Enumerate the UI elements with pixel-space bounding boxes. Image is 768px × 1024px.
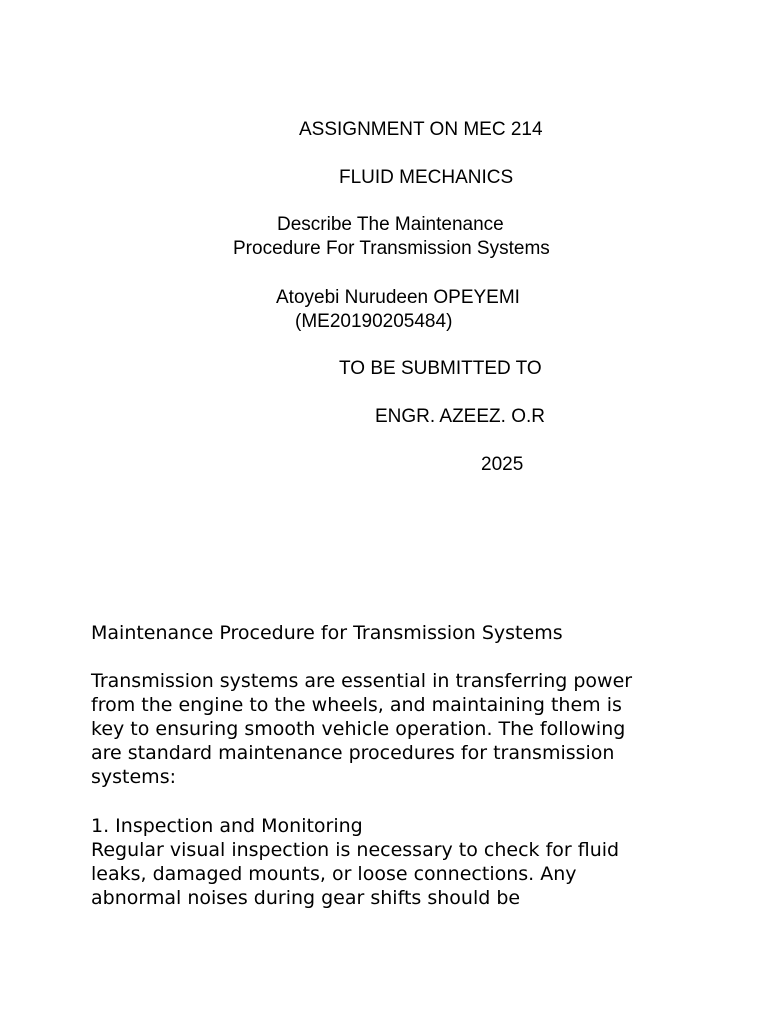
topic-line-2: Procedure For Transmission Systems bbox=[233, 238, 550, 259]
student-name: Atoyebi Nurudeen OPEYEMI bbox=[276, 287, 520, 308]
submitted-to-label: TO BE SUBMITTED TO bbox=[339, 358, 542, 379]
intro-line-3: key to ensuring smooth vehicle operation. The following bbox=[91, 718, 626, 740]
topic-line-1: Describe The Maintenance bbox=[277, 214, 504, 235]
intro-line-5: systems: bbox=[91, 766, 176, 788]
assignment-title: ASSIGNMENT ON MEC 214 bbox=[299, 119, 543, 140]
intro-line-1: Transmission systems are essential in transferring power bbox=[91, 670, 633, 692]
course-title: FLUID MECHANICS bbox=[339, 167, 514, 188]
matric-number: (ME20190205484) bbox=[295, 311, 453, 332]
intro-line-2: from the engine to the wheels, and maintaining them is bbox=[91, 694, 622, 716]
submission-year: 2025 bbox=[481, 454, 524, 475]
subsection-title-1: 1. Inspection and Monitoring bbox=[91, 815, 363, 837]
lecturer-name: ENGR. AZEEZ. O.R bbox=[375, 406, 545, 427]
section-heading: Maintenance Procedure for Transmission Systems bbox=[91, 622, 563, 644]
subsection-1-line-2: leaks, damaged mounts, or loose connections. Any bbox=[91, 863, 577, 885]
subsection-1-line-3: abnormal noises during gear shifts should be bbox=[91, 887, 521, 909]
intro-line-4: are standard maintenance procedures for transmission bbox=[91, 742, 615, 764]
subsection-1-line-1: Regular visual inspection is necessary to check for fluid bbox=[91, 839, 620, 861]
